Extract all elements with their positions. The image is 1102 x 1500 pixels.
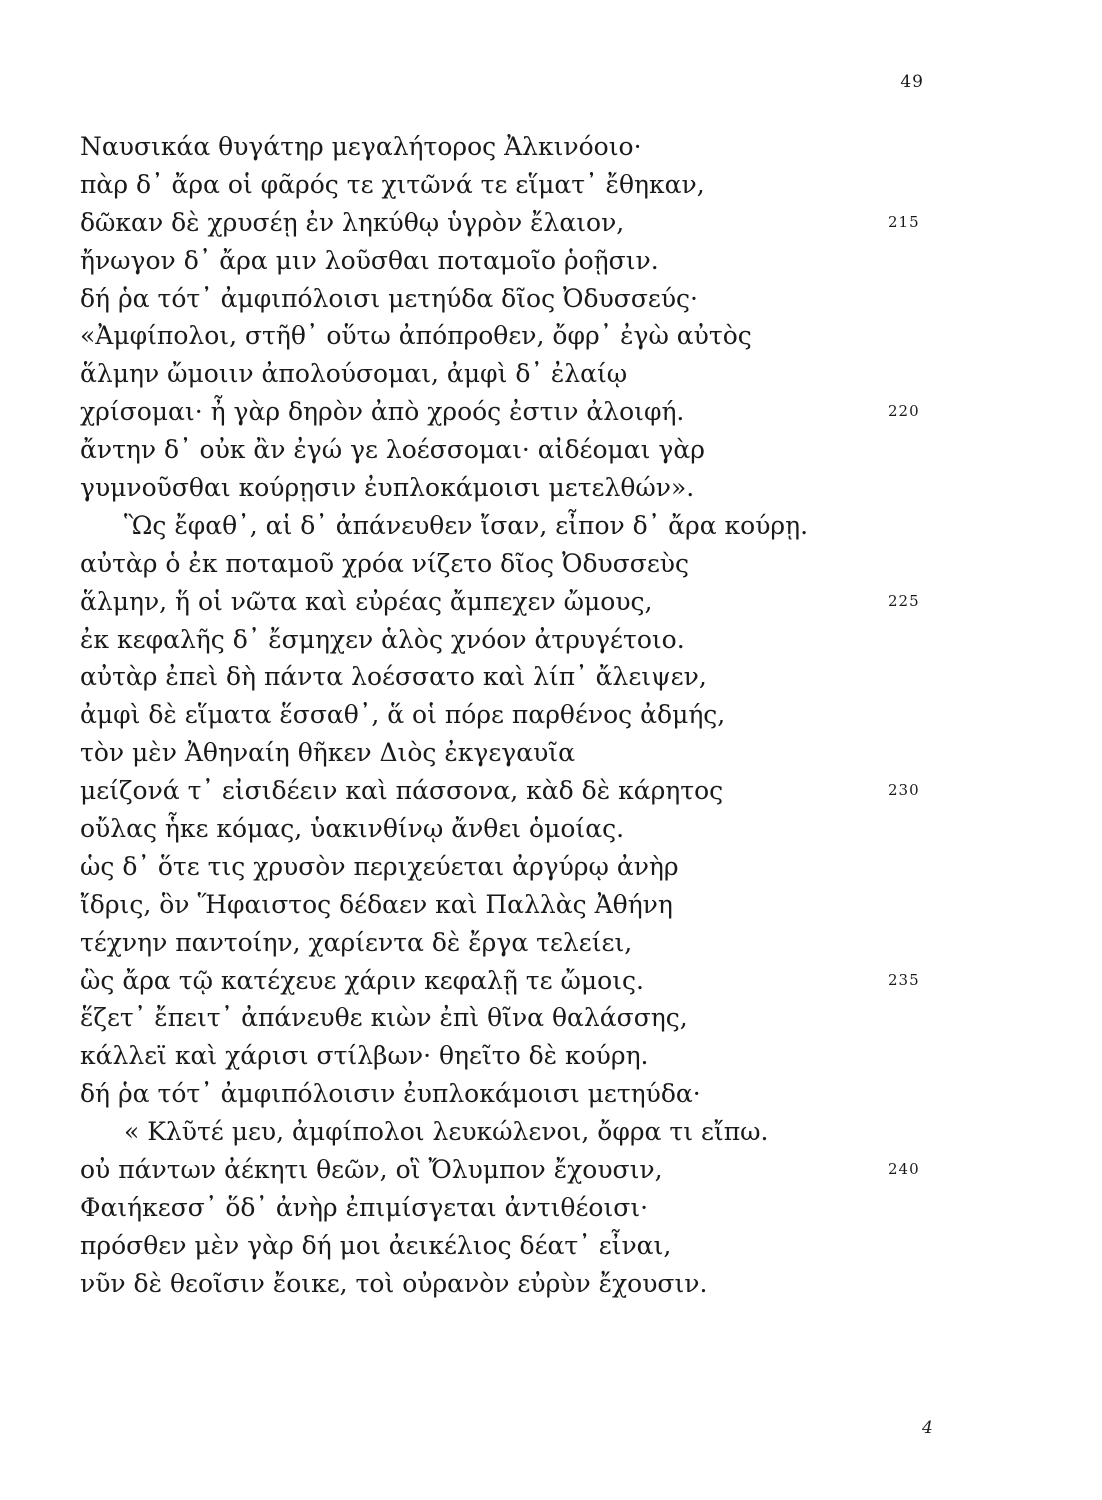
verse-text: ἀμφὶ δὲ εἵματα ἕσσαθ᾽, ἅ οἱ πόρε παρθένος ἀδμής, [80,700,726,730]
verse-line [80,583,1020,621]
line-number: 235 [888,970,920,989]
verse-text: αὐτὰρ ἐπεὶ δὴ πάντα λοέσσατο καὶ λίπ᾽ ἄλειψεν, [80,662,707,692]
verse-text: νῦν δὲ θεοῖσιν ἔοικε, τοὶ οὐρανὸν εὐρὺν ἔχουσιν. [80,1268,708,1298]
line-number: 230 [888,781,920,800]
verse-text: «Ἀμφίπολοι, στῆθ᾽ οὕτω ἀπόπροθεν, ὄφρ᾽ ἐγὼ αὐτὸς [80,321,752,351]
verse-text: Φαιήκεσσ᾽ ὅδ᾽ ἀνὴρ ἐπιμίσγεται ἀντιθέοισι· [80,1192,649,1222]
verse-text: ἤνωγον δ᾽ ἄρα μιν λοῦσθαι ποταμοῖο ῥοῇσιν. [80,245,659,275]
verse-text: γυμνοῦσθαι κούρῃσιν ἐυπλοκάμοισι μετελθών». [80,473,695,503]
verse-line [80,924,1020,962]
verse-text: ἐκ κεφαλῆς δ᾽ ἔσμηχεν ἁλὸς χνόον ἀτρυγέτοιο. [80,624,685,654]
verse-line [80,1037,1020,1075]
line-number: 220 [888,402,920,421]
verse-text: αὐτὰρ ὁ ἐκ ποταμοῦ χρόα νίζετο δῖος Ὀδυσσεὺς [80,548,689,578]
verse-text: δή ῥα τότ᾽ ἀμφιπόλοισι μετηύδα δῖος Ὀδυσσεύς· [80,283,699,313]
verse-line [80,280,1020,318]
verse-line [80,1265,1020,1303]
verse-text: οὐ πάντων ἀέκητι θεῶν, οἳ Ὄλυμπον ἔχουσιν, [80,1155,663,1185]
verse-line [80,242,1020,280]
verse-text: Ὣς ἔφαθ᾽, αἱ δ᾽ ἀπάνευθεν ἴσαν, εἶπον δ᾽ ἄρα κούρῃ. [124,510,809,540]
verse-line [80,1113,1020,1151]
verse-text: οὔλας ἧκε κόμας, ὑακινθίνῳ ἄνθει ὁμοίας. [80,814,625,844]
verse-line [80,848,1020,886]
verse-line [80,962,1020,1000]
verse-text: « Κλῦτέ μευ, ἀμφίπολοι λευκώλενοι, ὄφρα τι εἴπω. [124,1117,769,1147]
verse-text: ἅλμην, ἥ οἱ νῶτα καὶ εὐρέας ἄμπεχεν ὤμους, [80,586,653,616]
verse-line [80,1227,1020,1265]
verse-text: τέχνην παντοίην, χαρίεντα δὲ ἔργα τελείει, [80,927,633,957]
verse-text: ὡς δ᾽ ὅτε τις χρυσὸν περιχεύεται ἀργύρῳ ἀνὴρ [80,851,679,881]
verse-line [80,696,1020,734]
signature-mark: 4 [922,1418,933,1438]
page-number: 49 [900,72,924,92]
line-number: 215 [888,212,920,231]
verse-line [80,886,1020,924]
verse-line [80,317,1020,355]
verse-line [80,772,1020,810]
verse-line [80,999,1020,1037]
verse-line [80,166,1020,204]
verse-line [80,128,1020,166]
verse-line [80,1151,1020,1189]
verse-text: δή ῥα τότ᾽ ἀμφιπόλοισιν ἐυπλοκάμοισι μετηύδα· [80,1079,701,1109]
verse-line [80,545,1020,583]
verse-line [80,469,1020,507]
verse-line [80,507,1020,545]
verse-text: μείζονά τ᾽ εἰσιδέειν καὶ πάσσονα, κὰδ δὲ κάρητος [80,776,724,806]
verse-line [80,1075,1020,1113]
verse-line [80,431,1020,469]
verse-text: ἕζετ᾽ ἔπειτ᾽ ἀπάνευθε κιὼν ἐπὶ θῖνα θαλάσσης, [80,1003,688,1033]
verse-line [80,734,1020,772]
verse-block [80,128,1020,1303]
verse-text: κάλλεϊ καὶ χάρισι στίλβων· θηεῖτο δὲ κούρη. [80,1041,649,1071]
verse-text: τὸν μὲν Ἀθηναίη θῆκεν Διὸς ἐκγεγαυῖα [80,738,575,768]
line-number: 225 [888,591,920,610]
verse-text: δῶκαν δὲ χρυσέῃ ἐν ληκύθῳ ὑγρὸν ἔλαιον, [80,207,625,237]
verse-text: πὰρ δ᾽ ἄρα οἱ φᾶρός τε χιτῶνά τε εἵματ᾽ ἔθηκαν, [80,169,705,199]
verse-line [80,393,1020,431]
verse-line [80,621,1020,659]
verse-text: ἴδρις, ὃν Ἥφαιστος δέδαεν καὶ Παλλὰς Ἀθήνη [80,889,673,919]
verse-line [80,204,1020,242]
verse-line [80,658,1020,696]
verse-text: ἅλμην ὤμοιιν ἀπολούσομαι, ἀμφὶ δ᾽ ἐλαίῳ [80,359,628,389]
verse-line [80,355,1020,393]
verse-text: Ναυσικάα θυγάτηρ μεγαλήτορος Ἀλκινόοιο· [80,132,642,161]
verse-text: ὣς ἄρα τῷ κατέχευε χάριν κεφαλῇ τε ὤμοις. [80,965,644,995]
verse-line [80,1189,1020,1227]
verse-line [80,810,1020,848]
line-number: 240 [888,1160,920,1179]
verse-text: χρίσομαι· ἦ γὰρ δηρὸν ἀπὸ χροός ἐστιν ἀλοιφή. [80,397,685,427]
verse-text: ἄντην δ᾽ οὐκ ἂν ἐγώ γε λοέσσομαι· αἰδέομαι γὰρ [80,435,705,465]
verse-text: πρόσθεν μὲν γὰρ δή μοι ἀεικέλιος δέατ᾽ εἶναι, [80,1230,672,1260]
